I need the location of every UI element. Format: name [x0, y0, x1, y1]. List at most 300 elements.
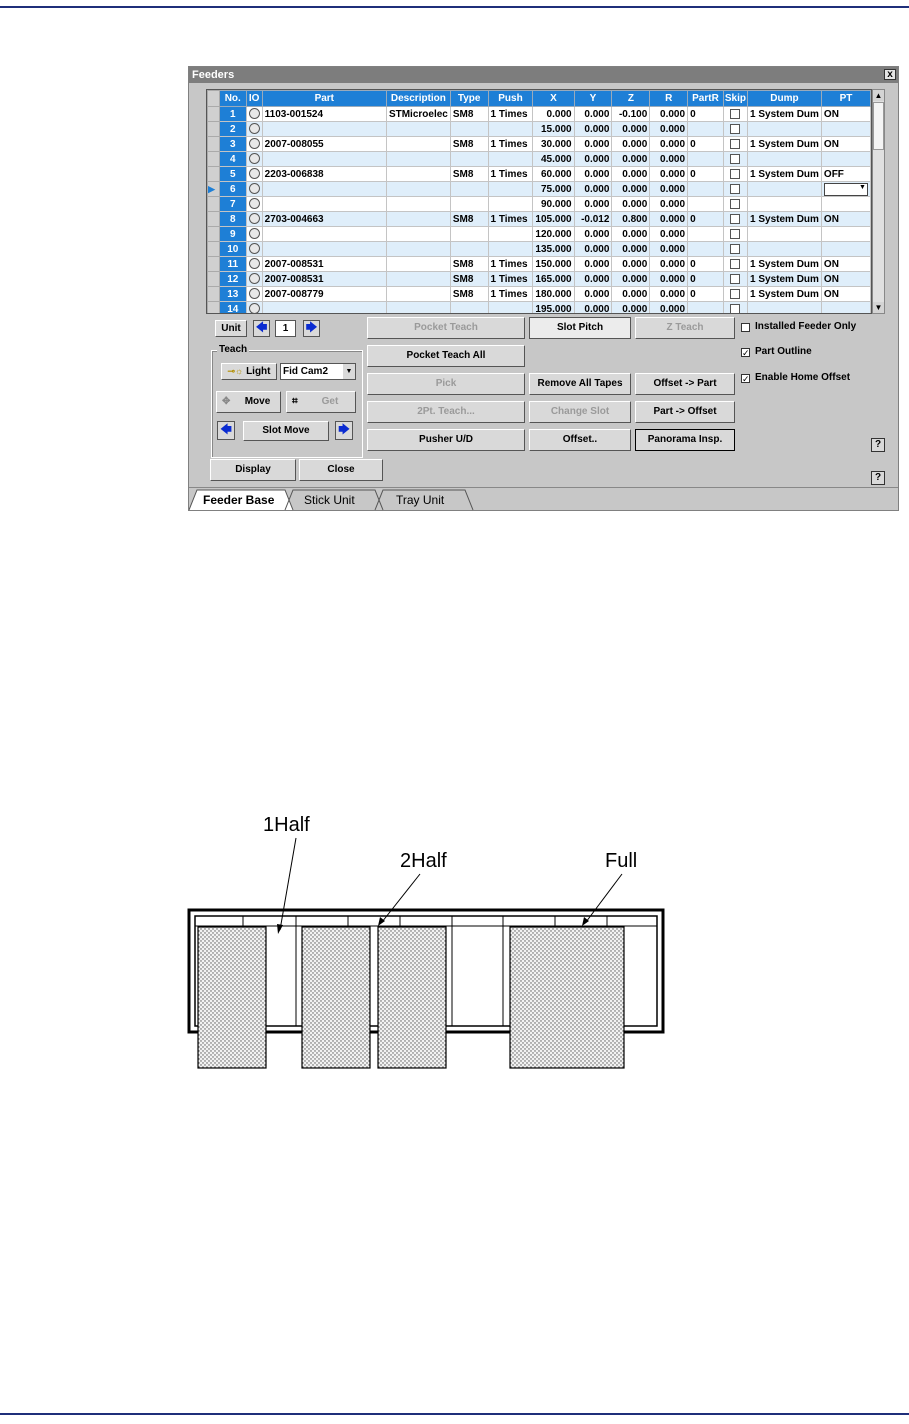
- cell-type[interactable]: [450, 302, 488, 315]
- skip-checkbox[interactable]: [730, 154, 740, 164]
- cell-y[interactable]: 0.000: [574, 107, 612, 122]
- cell-part[interactable]: [262, 152, 386, 167]
- cell-y[interactable]: 0.000: [574, 197, 612, 212]
- scroll-thumb[interactable]: [873, 102, 884, 150]
- skip-checkbox[interactable]: [730, 274, 740, 284]
- z-teach-button[interactable]: Z Teach: [635, 317, 735, 339]
- skip-checkbox[interactable]: [730, 259, 740, 269]
- tab-tray-unit[interactable]: Tray Unit: [396, 493, 445, 507]
- cell-type[interactable]: SM8: [450, 167, 488, 182]
- cell-pt[interactable]: ON: [821, 257, 870, 272]
- window-titlebar: [189, 67, 898, 83]
- skip-checkbox[interactable]: [730, 304, 740, 314]
- cell-r[interactable]: 0.000: [650, 137, 688, 152]
- window-title: Feeders: [192, 69, 235, 81]
- pick-button[interactable]: Pick: [367, 373, 525, 395]
- skip-checkbox[interactable]: [730, 244, 740, 254]
- cell-io: [246, 152, 262, 167]
- table-row[interactable]: [208, 107, 871, 122]
- cell-y[interactable]: 0.000: [574, 287, 612, 302]
- cell-r[interactable]: 0.000: [650, 287, 688, 302]
- feeder-2half-b: [378, 927, 446, 1068]
- cell-push[interactable]: [488, 227, 533, 242]
- cell-skip: [723, 272, 747, 287]
- enable-home-offset-checkbox[interactable]: ✓: [742, 374, 750, 384]
- cell-r[interactable]: 0.000: [650, 302, 688, 315]
- io-status-icon: [249, 288, 260, 299]
- table-row[interactable]: [208, 182, 871, 197]
- feeder-1half: [198, 927, 266, 1068]
- cell-part[interactable]: 2703-004663: [262, 212, 386, 227]
- row-selected-icon: ▶: [208, 183, 215, 194]
- offset-button[interactable]: Offset..: [529, 429, 631, 451]
- cell-desc[interactable]: [386, 152, 450, 167]
- cell-type[interactable]: [450, 152, 488, 167]
- cell-type[interactable]: SM8: [450, 212, 488, 227]
- cell-io: [246, 287, 262, 302]
- cell-skip: [723, 182, 747, 197]
- cell-z[interactable]: 0.000: [612, 182, 650, 197]
- cell-y[interactable]: 0.000: [574, 272, 612, 287]
- skip-checkbox[interactable]: [730, 109, 740, 119]
- unit-value: 1: [275, 320, 296, 337]
- get-label: Get: [321, 396, 339, 407]
- cell-dump[interactable]: 1 System Dum: [748, 167, 822, 182]
- cell-x[interactable]: 150.000: [533, 257, 574, 272]
- cell-part[interactable]: 2007-008779: [262, 287, 386, 302]
- cell-pt[interactable]: [821, 122, 870, 137]
- feeder-full: [510, 927, 624, 1068]
- cell-partr[interactable]: 0: [688, 272, 724, 287]
- cell-partr[interactable]: [688, 182, 724, 197]
- column-header[interactable]: PartR: [688, 91, 724, 107]
- cell-z[interactable]: 0.000: [612, 272, 650, 287]
- skip-checkbox[interactable]: [730, 199, 740, 209]
- cell-partr[interactable]: [688, 197, 724, 212]
- row-marker: [208, 212, 220, 227]
- move-label: Move: [244, 396, 271, 407]
- label-1half: 1Half: [263, 814, 310, 836]
- cell-desc[interactable]: [386, 167, 450, 182]
- cell-part[interactable]: 2203-006838: [262, 167, 386, 182]
- label-full: Full: [605, 850, 638, 872]
- cell-no: 9: [219, 227, 246, 242]
- cell-y[interactable]: 0.000: [574, 122, 612, 137]
- cell-y[interactable]: 0.000: [574, 302, 612, 315]
- installed-feeder-only-label: Installed Feeder Only: [755, 321, 857, 332]
- cell-io: [246, 137, 262, 152]
- cell-no: 5: [219, 167, 246, 182]
- cell-part[interactable]: [262, 227, 386, 242]
- cell-push[interactable]: [488, 302, 533, 315]
- cell-dump[interactable]: [748, 197, 822, 212]
- cell-r[interactable]: 0.000: [650, 257, 688, 272]
- cell-z[interactable]: 0.000: [612, 227, 650, 242]
- camera-select-value: Fid Cam2: [283, 366, 329, 377]
- cell-dump[interactable]: 1 System Dum: [748, 137, 822, 152]
- column-header[interactable]: PT: [821, 91, 870, 107]
- cell-x[interactable]: 0.000: [533, 107, 574, 122]
- cell-pt[interactable]: [821, 242, 870, 257]
- help-button-2[interactable]: ?: [871, 471, 885, 485]
- cell-push[interactable]: 1 Times: [488, 137, 533, 152]
- column-header[interactable]: Description: [386, 91, 450, 107]
- cell-r[interactable]: 0.000: [650, 182, 688, 197]
- two-pt-teach-button[interactable]: 2Pt. Teach...: [367, 401, 525, 423]
- cell-push[interactable]: [488, 242, 533, 257]
- skip-checkbox[interactable]: [730, 139, 740, 149]
- cell-part[interactable]: [262, 197, 386, 212]
- cell-y[interactable]: 0.000: [574, 152, 612, 167]
- cell-desc[interactable]: [386, 272, 450, 287]
- feeder-2half-a: [302, 927, 370, 1068]
- cell-y[interactable]: 0.000: [574, 242, 612, 257]
- cell-pt[interactable]: OFF: [821, 167, 870, 182]
- cell-y[interactable]: 0.000: [574, 167, 612, 182]
- io-status-icon: [249, 123, 260, 134]
- cell-dump[interactable]: 1 System Dum: [748, 287, 822, 302]
- table-row[interactable]: [208, 212, 871, 227]
- cell-partr[interactable]: 0: [688, 107, 724, 122]
- cell-x[interactable]: 15.000: [533, 122, 574, 137]
- cell-skip: [723, 227, 747, 242]
- cell-pt[interactable]: [821, 152, 870, 167]
- pusher-ud-button[interactable]: Pusher U/D: [367, 429, 525, 451]
- cell-partr[interactable]: 0: [688, 167, 724, 182]
- cell-pt[interactable]: [821, 182, 870, 197]
- cell-partr[interactable]: [688, 122, 724, 137]
- cell-x[interactable]: 75.000: [533, 182, 574, 197]
- cell-dump[interactable]: [748, 227, 822, 242]
- row-marker: [208, 257, 220, 272]
- cell-partr[interactable]: [688, 302, 724, 315]
- row-marker: [208, 302, 220, 315]
- cell-push[interactable]: [488, 152, 533, 167]
- slot-move-button[interactable]: Slot Move: [243, 421, 329, 441]
- cell-desc[interactable]: [386, 257, 450, 272]
- cell-partr[interactable]: [688, 152, 724, 167]
- row-marker: [208, 227, 220, 242]
- cell-type[interactable]: [450, 242, 488, 257]
- cell-type[interactable]: [450, 227, 488, 242]
- column-header[interactable]: Dump: [748, 91, 822, 107]
- column-header[interactable]: Skip: [723, 91, 747, 107]
- cell-push[interactable]: [488, 182, 533, 197]
- table-row[interactable]: [208, 227, 871, 242]
- cell-x[interactable]: 30.000: [533, 137, 574, 152]
- cell-pt[interactable]: [821, 302, 870, 315]
- cell-y[interactable]: 0.000: [574, 137, 612, 152]
- cell-partr[interactable]: [688, 242, 724, 257]
- cell-x[interactable]: 120.000: [533, 227, 574, 242]
- cell-desc[interactable]: [386, 287, 450, 302]
- table-row[interactable]: [208, 287, 871, 302]
- table-row[interactable]: [208, 197, 871, 212]
- io-status-icon: [249, 273, 260, 284]
- cell-pt[interactable]: ON: [821, 107, 870, 122]
- cell-z[interactable]: -0.100: [612, 107, 650, 122]
- cell-y[interactable]: -0.012: [574, 212, 612, 227]
- cell-push[interactable]: 1 Times: [488, 287, 533, 302]
- cell-x[interactable]: 105.000: [533, 212, 574, 227]
- row-marker: [208, 197, 220, 212]
- unit-prev-button[interactable]: 🡄: [253, 320, 270, 337]
- cell-desc[interactable]: [386, 242, 450, 257]
- io-status-icon: [249, 243, 260, 254]
- cell-type[interactable]: [450, 197, 488, 212]
- cell-partr[interactable]: 0: [688, 257, 724, 272]
- io-status-icon: [249, 168, 260, 179]
- tab-strip: [189, 487, 898, 511]
- cell-push[interactable]: 1 Times: [488, 212, 533, 227]
- column-header[interactable]: Type: [450, 91, 488, 107]
- cell-no: 1: [219, 107, 246, 122]
- cell-type[interactable]: [450, 182, 488, 197]
- cell-desc[interactable]: [386, 137, 450, 152]
- cell-x[interactable]: 135.000: [533, 242, 574, 257]
- cell-skip: [723, 302, 747, 315]
- light-label: Light: [246, 366, 271, 377]
- cell-x[interactable]: 180.000: [533, 287, 574, 302]
- slot-move-next-button[interactable]: 🡆: [335, 421, 353, 440]
- cell-r[interactable]: 0.000: [650, 167, 688, 182]
- table-row[interactable]: [208, 272, 871, 287]
- column-header[interactable]: Part: [262, 91, 386, 107]
- cell-r[interactable]: 0.000: [650, 272, 688, 287]
- cell-push[interactable]: [488, 197, 533, 212]
- cell-y[interactable]: 0.000: [574, 182, 612, 197]
- cell-skip: [723, 152, 747, 167]
- panorama-insp-button[interactable]: Panorama Insp.: [635, 429, 735, 451]
- table-row[interactable]: [208, 152, 871, 167]
- cell-desc[interactable]: [386, 122, 450, 137]
- cell-partr[interactable]: 0: [688, 137, 724, 152]
- cell-skip: [723, 212, 747, 227]
- scroll-down-icon[interactable]: ▼: [874, 303, 883, 312]
- cell-io: [246, 227, 262, 242]
- cell-partr[interactable]: 0: [688, 287, 724, 302]
- label-2half: 2Half: [400, 850, 447, 872]
- feeder-table: [207, 90, 871, 314]
- row-marker: [208, 167, 220, 182]
- cell-no: 14: [219, 302, 246, 315]
- cell-no: 10: [219, 242, 246, 257]
- slot-pitch-button[interactable]: Slot Pitch: [529, 317, 631, 339]
- skip-checkbox[interactable]: [730, 289, 740, 299]
- cell-z[interactable]: 0.000: [612, 197, 650, 212]
- cell-push[interactable]: 1 Times: [488, 257, 533, 272]
- cell-push[interactable]: 1 Times: [488, 167, 533, 182]
- tab-stick-unit[interactable]: Stick Unit: [304, 493, 355, 507]
- io-status-icon: [249, 108, 260, 119]
- table-row[interactable]: [208, 242, 871, 257]
- marker-header: [208, 91, 220, 107]
- cell-partr[interactable]: 0: [688, 212, 724, 227]
- column-header[interactable]: Y: [574, 91, 612, 107]
- skip-checkbox[interactable]: [730, 169, 740, 179]
- cell-part[interactable]: [262, 302, 386, 315]
- cell-pt[interactable]: ON: [821, 272, 870, 287]
- cell-r[interactable]: 0.000: [650, 242, 688, 257]
- cell-desc[interactable]: [386, 182, 450, 197]
- teach-group-label: Teach: [219, 344, 248, 355]
- cell-z[interactable]: 0.000: [612, 302, 650, 315]
- cell-z[interactable]: 0.800: [612, 212, 650, 227]
- pt-dropdown[interactable]: [824, 183, 868, 196]
- cell-r[interactable]: 0.000: [650, 197, 688, 212]
- cell-z[interactable]: 0.000: [612, 137, 650, 152]
- slot-move-prev-button[interactable]: 🡄: [217, 421, 235, 440]
- cell-skip: [723, 257, 747, 272]
- unit-next-button[interactable]: 🡆: [303, 320, 320, 337]
- row-marker: [208, 152, 220, 167]
- cell-part[interactable]: 2007-008531: [262, 272, 386, 287]
- cell-x[interactable]: 165.000: [533, 272, 574, 287]
- cell-type[interactable]: SM8: [450, 272, 488, 287]
- cell-pt[interactable]: [821, 227, 870, 242]
- grid-scrollbar[interactable]: [872, 89, 885, 314]
- get-button[interactable]: [286, 391, 356, 413]
- column-header[interactable]: X: [533, 91, 574, 107]
- cell-part[interactable]: 1103-001524: [262, 107, 386, 122]
- cell-type[interactable]: SM8: [450, 107, 488, 122]
- pocket-teach-all-button[interactable]: Pocket Teach All: [367, 345, 525, 367]
- unit-button[interactable]: Unit: [215, 320, 247, 337]
- cell-part[interactable]: [262, 242, 386, 257]
- cell-x[interactable]: 195.000: [533, 302, 574, 315]
- cell-r[interactable]: 0.000: [650, 122, 688, 137]
- feeder-grid: [206, 89, 872, 314]
- table-row[interactable]: [208, 302, 871, 315]
- cell-desc[interactable]: STMicroelec: [386, 107, 450, 122]
- cell-type[interactable]: [450, 122, 488, 137]
- cell-pt[interactable]: [821, 197, 870, 212]
- cell-z[interactable]: 0.000: [612, 167, 650, 182]
- cell-part[interactable]: [262, 182, 386, 197]
- cell-dump[interactable]: [748, 182, 822, 197]
- cell-dump[interactable]: [748, 242, 822, 257]
- light-button[interactable]: [221, 363, 277, 380]
- cell-y[interactable]: 0.000: [574, 227, 612, 242]
- cell-skip: [723, 107, 747, 122]
- column-header[interactable]: R: [650, 91, 688, 107]
- cell-z[interactable]: 0.000: [612, 152, 650, 167]
- bottom-rule: [0, 1413, 909, 1415]
- cell-y[interactable]: 0.000: [574, 257, 612, 272]
- close-icon[interactable]: x: [884, 69, 896, 80]
- cell-push[interactable]: 1 Times: [488, 107, 533, 122]
- io-status-icon: [249, 258, 260, 269]
- cell-part[interactable]: 2007-008055: [262, 137, 386, 152]
- cell-x[interactable]: 90.000: [533, 197, 574, 212]
- cell-io: [246, 197, 262, 212]
- cell-push[interactable]: [488, 122, 533, 137]
- cell-dump[interactable]: [748, 122, 822, 137]
- part-to-offset-button[interactable]: Part -> Offset: [635, 401, 735, 423]
- io-status-icon: [249, 228, 260, 239]
- cell-dump[interactable]: 1 System Dum: [748, 212, 822, 227]
- cell-no: 7: [219, 197, 246, 212]
- cell-x[interactable]: 60.000: [533, 167, 574, 182]
- cell-pt[interactable]: ON: [821, 212, 870, 227]
- cell-type[interactable]: SM8: [450, 137, 488, 152]
- table-row[interactable]: [208, 257, 871, 272]
- offset-to-part-button[interactable]: Offset -> Part: [635, 373, 735, 395]
- cell-dump[interactable]: [748, 302, 822, 315]
- part-outline-checkbox[interactable]: ✓: [742, 348, 750, 358]
- skip-checkbox[interactable]: [730, 124, 740, 134]
- pocket-teach-button[interactable]: Pocket Teach: [367, 317, 525, 339]
- io-status-icon: [249, 153, 260, 164]
- row-marker: [208, 137, 220, 152]
- cell-partr[interactable]: [688, 227, 724, 242]
- cell-dump[interactable]: 1 System Dum: [748, 107, 822, 122]
- column-header[interactable]: No.: [219, 91, 246, 107]
- cell-desc[interactable]: [386, 212, 450, 227]
- skip-checkbox[interactable]: [730, 229, 740, 239]
- display-button[interactable]: Display: [210, 459, 296, 481]
- cell-pt[interactable]: ON: [821, 137, 870, 152]
- skip-checkbox[interactable]: [730, 184, 740, 194]
- cell-part[interactable]: 2007-008531: [262, 257, 386, 272]
- cell-z[interactable]: 0.000: [612, 287, 650, 302]
- cell-type[interactable]: SM8: [450, 257, 488, 272]
- move-arrows-icon: ✥: [222, 396, 231, 407]
- cell-z[interactable]: 0.000: [612, 257, 650, 272]
- cell-z[interactable]: 0.000: [612, 122, 650, 137]
- close-button[interactable]: Close: [299, 459, 383, 481]
- change-slot-button[interactable]: Change Slot: [529, 401, 631, 423]
- row-marker: [208, 107, 220, 122]
- move-button[interactable]: [216, 391, 281, 413]
- skip-checkbox[interactable]: [730, 214, 740, 224]
- cell-desc[interactable]: [386, 197, 450, 212]
- table-row[interactable]: [208, 137, 871, 152]
- cell-x[interactable]: 45.000: [533, 152, 574, 167]
- scroll-up-icon[interactable]: ▲: [874, 91, 883, 100]
- cell-io: [246, 257, 262, 272]
- remove-all-tapes-button[interactable]: Remove All Tapes: [529, 373, 631, 395]
- cell-dump[interactable]: 1 System Dum: [748, 257, 822, 272]
- installed-feeder-only-checkbox[interactable]: [741, 323, 750, 332]
- cell-dump[interactable]: 1 System Dum: [748, 272, 822, 287]
- cell-r[interactable]: 0.000: [650, 212, 688, 227]
- cell-io: [246, 167, 262, 182]
- camera-select[interactable]: [280, 363, 356, 380]
- io-status-icon: [249, 213, 260, 224]
- help-button-1[interactable]: ?: [871, 438, 885, 452]
- cell-part[interactable]: [262, 122, 386, 137]
- column-header[interactable]: Push: [488, 91, 533, 107]
- cell-desc[interactable]: [386, 302, 450, 315]
- cell-type[interactable]: SM8: [450, 287, 488, 302]
- cell-z[interactable]: 0.000: [612, 242, 650, 257]
- cell-r[interactable]: 0.000: [650, 107, 688, 122]
- table-row[interactable]: [208, 167, 871, 182]
- column-header[interactable]: Z: [612, 91, 650, 107]
- tab-feeder-base[interactable]: Feeder Base: [203, 493, 275, 507]
- cell-desc[interactable]: [386, 227, 450, 242]
- cell-push[interactable]: 1 Times: [488, 272, 533, 287]
- chevron-down-icon: ▼: [343, 364, 355, 379]
- cell-r[interactable]: 0.000: [650, 152, 688, 167]
- cell-dump[interactable]: [748, 152, 822, 167]
- cell-pt[interactable]: ON: [821, 287, 870, 302]
- cell-r[interactable]: 0.000: [650, 227, 688, 242]
- table-row[interactable]: [208, 122, 871, 137]
- column-header[interactable]: IO: [246, 91, 262, 107]
- feeders-window: [188, 66, 899, 511]
